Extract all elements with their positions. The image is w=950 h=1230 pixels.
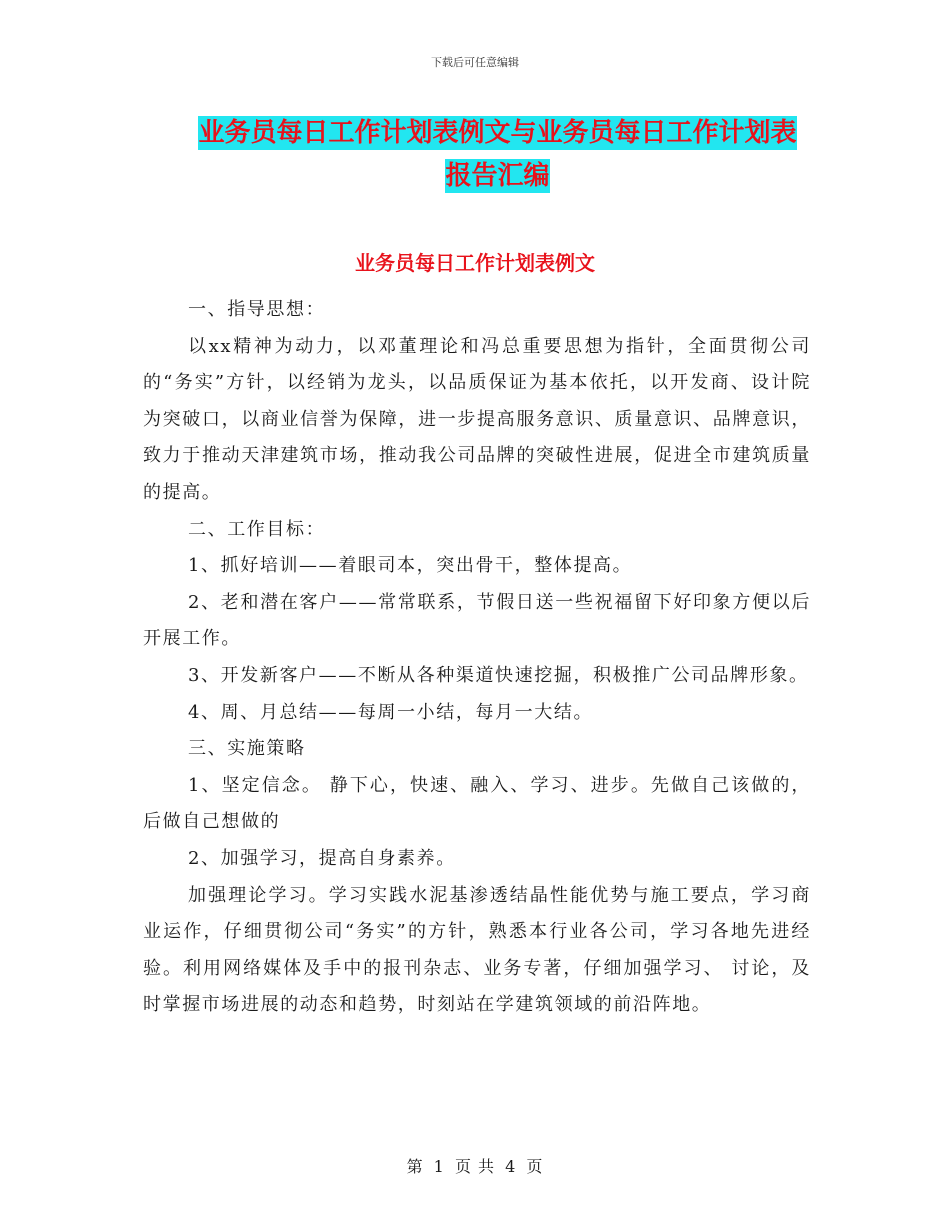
- document-title: [145, 112, 850, 198]
- footer-suffix: 页: [526, 1157, 544, 1176]
- paragraph: 1、抓好培训——着眼司本，突出骨干，整体提高。: [188, 555, 633, 577]
- document-body: [143, 292, 811, 1024]
- document-title-line-2: 报告汇编: [445, 161, 550, 191]
- paragraph: 二、工作目标：: [188, 518, 326, 540]
- paragraph: 一、指导思想：: [188, 299, 326, 320]
- paragraph: 以xx精神为动力，以邓董理论和冯总重要思想为指针，全面贯彻公司的“务实”方针，以经销为龙头，以品质保证为基本依托，以开发商、设计院为突破口，以商业信誉为保障，进一步提高服务意识、质量意识、品牌意识，致力于推动天津建筑市场，推动我公司品牌的突破性进展，促进全市建筑质量的提高。: [143, 335, 811, 503]
- paragraph: 4、周、月总结——每周一小结，每月一大结。: [188, 701, 594, 723]
- document-title-line-1: 业务员每日工作计划表例文与业务员每日工作计划表: [198, 118, 797, 148]
- footer-middle: 页 共: [454, 1157, 496, 1176]
- paragraph: 2、加强学习，提高自身素养。: [188, 847, 456, 869]
- page-footer: [0, 1154, 950, 1177]
- footer-page-number: 1: [433, 1157, 445, 1176]
- paragraph: 加强理论学习。学习实践水泥基渗透结晶性能优势与施工要点，学习商业运作，仔细贯彻公司“务实”的方针，熟悉本行业各公司，学习各地先进经验。利用网络媒体及手中的报刊杂志、业务专著，仔细加强学习、 讨论，及时掌握市场进展的动态和趋势，时刻站在学建筑领域的前沿阵地。: [143, 884, 811, 1016]
- footer-prefix: 第: [406, 1157, 424, 1176]
- paragraph: 2、老和潜在客户——常常联系，节假日送一些祝福留下好印象方便以后开展工作。: [143, 591, 811, 650]
- footer-total-pages: 4: [505, 1157, 517, 1176]
- paragraph: 1、坚定信念。 静下心，快速、融入、学习、进步。先做自己该做的，后做自己想做的: [143, 774, 811, 833]
- paragraph: 3、开发新客户——不断从各种渠道快速挖掘，积极推广公司品牌形象。: [188, 664, 809, 686]
- header-note: 下载后可任意编辑: [431, 56, 519, 69]
- section-title: 业务员每日工作计划表例文: [355, 251, 595, 275]
- paragraph: 三、实施策略: [188, 738, 306, 760]
